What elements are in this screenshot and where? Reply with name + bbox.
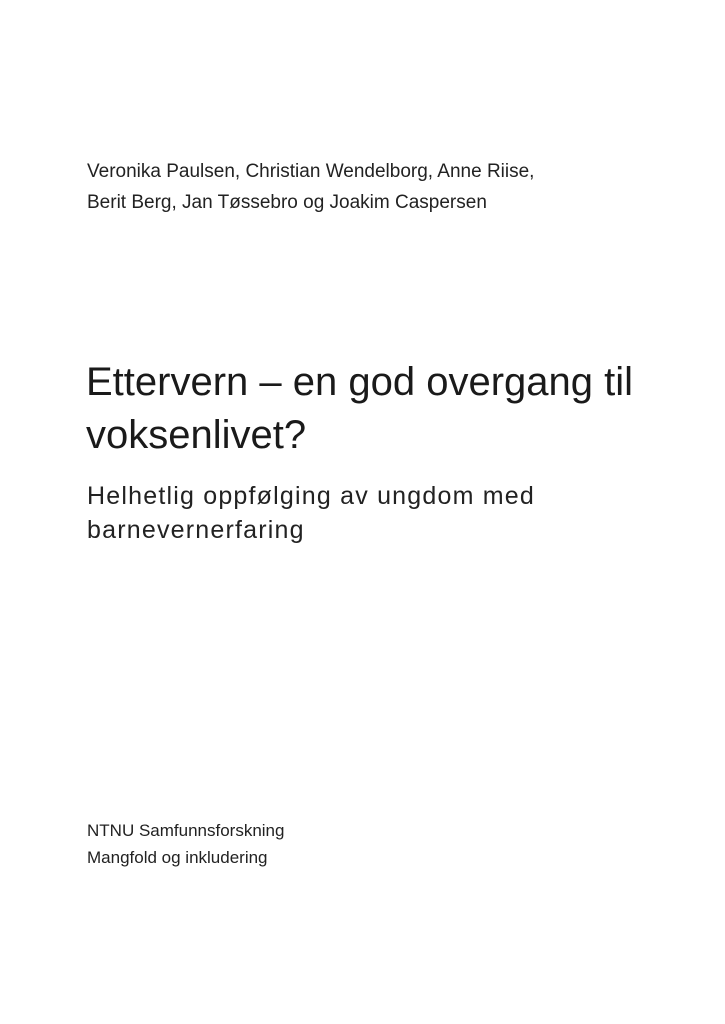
author-list (87, 156, 687, 218)
report-subtitle-line-2: barnevernerfaring (87, 516, 305, 544)
report-subtitle (87, 479, 687, 547)
publisher-department: Mangfold og inkludering (87, 848, 268, 867)
publisher-info (87, 817, 487, 871)
subtitle-block (87, 479, 687, 547)
publisher-organization: NTNU Samfunnsforskning (87, 821, 285, 840)
report-title-line-2: voksenlivet? (86, 413, 307, 457)
author-line-2: Berit Berg, Jan Tøssebro og Joakim Caspersen (87, 192, 487, 213)
author-line-1: Veronika Paulsen, Christian Wendelborg, Anne Riise, (87, 161, 535, 182)
report-title-line-1: Ettervern – en god overgang til (86, 360, 634, 404)
report-subtitle-line-1: Helhetlig oppfølging av ungdom med (87, 482, 535, 510)
title-block (86, 356, 706, 462)
report-title (86, 356, 706, 462)
